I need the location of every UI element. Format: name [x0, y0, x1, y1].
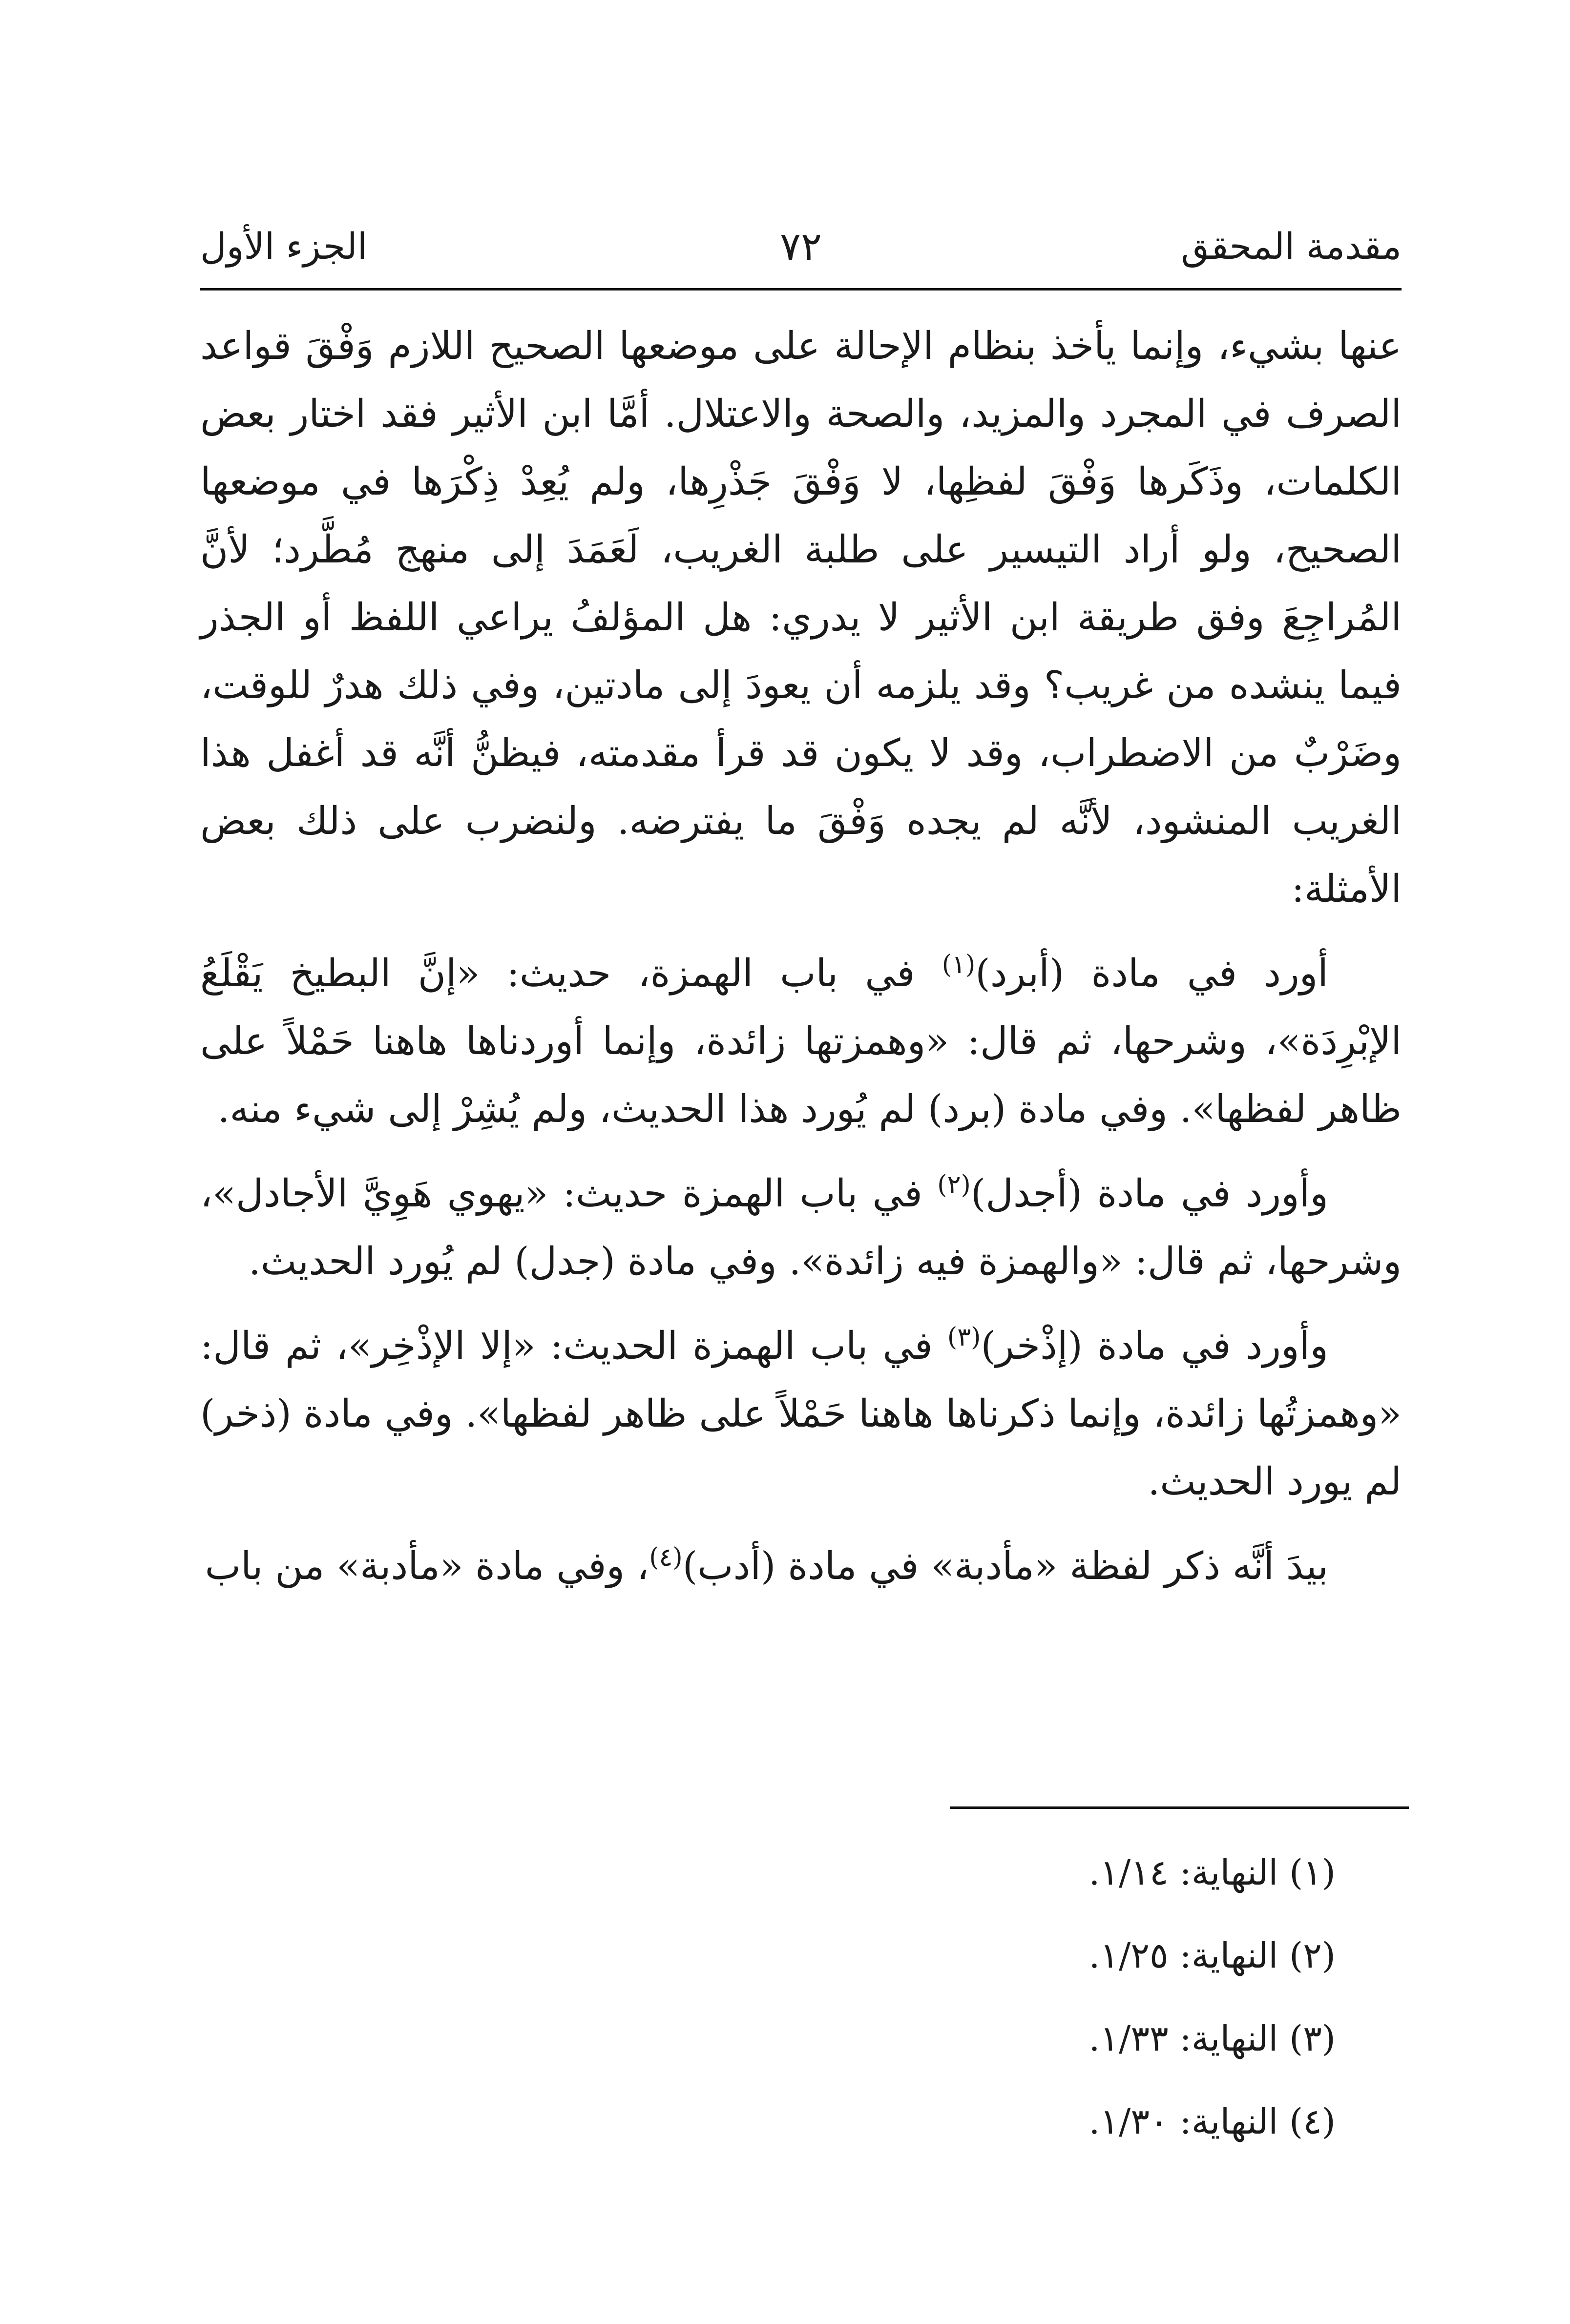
paragraph-text: في باب الهمزة الحديث: «إلا الإذْخِر»، ثم قال: «وهمزتُها زائدة، وإنما ذكرناها هاهنا حَمْلاً على ظاهر لفظها». وفي مادة (ذخر) لم يورد الحديث. — [200, 1324, 1402, 1504]
paragraph-text: في باب الهمزة، حديث: «إنَّ البطيخ يَقْلَعُ الإبْرِدَة»، وشرحها، ثم قال: «وهمزتها زائدة، وإنما أوردناها هاهنا حَمْلاً على ظاهر لفظها». وفي مادة (برد) لم يُورد هذا الحديث، ولم يُشِرْ إلى شيء منه. — [200, 952, 1402, 1131]
running-header — [200, 215, 1402, 278]
paragraph-text: وأورد في مادة (أجدل) — [970, 1172, 1328, 1216]
paragraph-text: بيدَ أنَّه ذكر لفظة «مأدبة» في مادة (أدب) — [682, 1544, 1328, 1588]
paragraph-2 — [200, 940, 1402, 1143]
footnote-reference-2[interactable]: (٢) — [937, 1170, 971, 1200]
paragraph-text: في باب الهمزة حديث: «يهوي هَوِيَّ الأجادل»، وشرحها، ثم قال: «والهمزة فيه زائدة». وفي مادة (جدل) لم يُورد الحديث. — [200, 1172, 1402, 1284]
footnote-4: (٤) النهاية: ١/٣٠. — [1089, 2101, 1336, 2142]
paragraph-5 — [200, 1533, 1402, 1600]
footnote-1: (١) النهاية: ١/١٤. — [1089, 1852, 1336, 1893]
header-volume-title: الجزء الأول — [200, 226, 368, 268]
paragraph-text: ، وفي مادة «مأدبة» من باب — [205, 1544, 649, 1588]
main-text — [200, 312, 1402, 1617]
paragraph-1 — [200, 312, 1402, 923]
footnote-2: (٢) النهاية: ١/٢٥. — [1089, 1935, 1336, 1976]
paragraph-text: أورد في مادة (أبرد) — [975, 952, 1328, 996]
paragraph-4 — [200, 1312, 1402, 1516]
footnote-3: (٣) النهاية: ١/٣٣. — [1089, 2018, 1336, 2059]
footnote-reference-4[interactable]: (٤) — [649, 1543, 683, 1572]
paragraph-text: وأورد في مادة (إذْخر) — [981, 1324, 1328, 1368]
footnote-divider — [950, 1806, 1409, 1809]
footnotes — [652, 1836, 1336, 2168]
paragraph-3 — [200, 1160, 1402, 1296]
paragraph-text: عنها بشيء، وإنما يأخذ بنظام الإحالة على موضعها الصحيح اللازم وَفْقَ قواعد الصرف في المجرد والمزيد، والصحة والاعتلال. أمَّا ابن الأثير فقد اختار بعض الكلمات، وذَكَرها وَفْقَ لفظِها، لا وَفْقَ جَذْرِها، ولم يُعِدْ ذِكْرَها في موضعها الصحيح، ولو أراد التيسير على طلبة الغريب، لَعَمَدَ إلى منهج مُطَّرد؛ لأنَّ المُراجِعَ وفق طريقة ابن الأثير لا يدري: هل المؤلفُ يراعي اللفظ أو الجذر فيما ينشده من غريب؟ وقد يلزمه أن يعودَ إلى مادتين، وفي ذلك هدرٌ للوقت، وضَرْبٌ من الاضطراب، وقد لا يكون قد قرأ مقدمته، فيظنُّ أنَّه قد أغفل هذا الغريب المنشود، لأنَّه لم يجده وَفْقَ ما يفترضه. ولنضرب على ذلك بعض الأمثلة: — [200, 324, 1402, 911]
footnote-reference-3[interactable]: (٣) — [947, 1323, 981, 1352]
page-number: ٧٢ — [780, 224, 822, 269]
header-section-title: مقدمة المحقق — [1181, 226, 1402, 268]
header-divider — [200, 288, 1402, 290]
footnote-reference-1[interactable]: (١) — [942, 950, 976, 979]
